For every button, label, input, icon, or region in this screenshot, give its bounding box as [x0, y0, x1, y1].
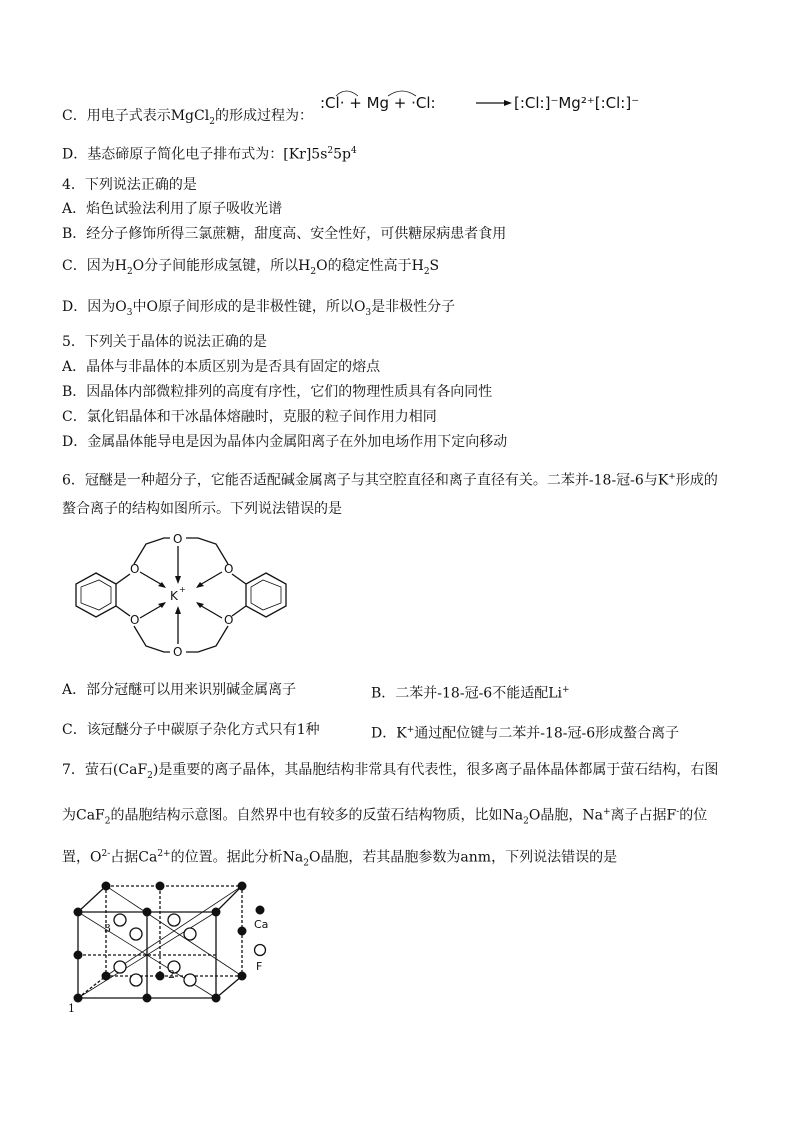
- oxygen-label: O: [173, 532, 183, 546]
- q5-option-a: A．晶体与非晶体的本质区别为是否具有固定的熔点: [62, 359, 381, 375]
- oxygen-label: O: [224, 613, 234, 627]
- legend-ca-marker: [256, 906, 265, 915]
- legend-f-label: F: [256, 960, 263, 973]
- q4-option-a: A．焰色试验法利用了原子吸收光谱: [62, 201, 283, 217]
- oxygen-label: O: [224, 562, 234, 576]
- oxygen-label: O: [130, 613, 140, 627]
- q7-stem-line3: 置，$O^{2-}$占据$Ca^{2+}$的位置。据此分析$Na_2O$晶胞，若其晶胞参数为anm，下列说法错误的是: [62, 849, 618, 869]
- left-benzene-ring: [76, 573, 116, 617]
- crown-ether-k-complex-figure: [66, 528, 296, 660]
- q7-stem-line1: 7．萤石(CaF$_2$)是重要的离子晶体，其晶胞结构非常具有代表性，很多离子晶体晶体都属于萤石结构，右图: [62, 762, 719, 781]
- q4-option-c: C．因为$H_2O$分子间能形成氢键，所以$H_2O$的稳定性高于$H_2S$: [62, 258, 440, 277]
- position-label-2: 2: [168, 968, 175, 981]
- oxygen-label: O: [173, 645, 183, 659]
- caf2-unit-cell-figure: [66, 874, 286, 1022]
- q6-stem-line2: 螯合离子的结构如图所示。下列说法错误的是: [62, 501, 342, 517]
- q6-option-a: A．部分冠醚可以用来识别碱金属离子: [62, 682, 297, 698]
- q5-stem: 5．下列关于晶体的说法正确的是: [62, 334, 267, 350]
- equation-left-text: :Cl· + Mg + ·Cl:: [320, 94, 436, 112]
- legend-ca-label: Ca: [254, 918, 269, 931]
- q3-option-d: D．基态碲原子简化电子排布式为：$[Kr]5s^25p^4$: [62, 146, 357, 163]
- q6-option-b: B．二苯并-18-冠-6不能适配Li+: [371, 685, 570, 702]
- q6-option-c: C．该冠醚分子中碳原子杂化方式只有1种: [62, 722, 320, 738]
- position-label-1: 1: [68, 1002, 75, 1015]
- potassium-charge: +: [179, 585, 186, 594]
- q4-stem: 4．下列说法正确的是: [62, 177, 197, 193]
- q4-option-b: B．经分子修饰所得三氯蔗糖，甜度高、安全性好，可供糖尿病患者食用: [62, 226, 507, 242]
- equation-arrowhead: [504, 100, 512, 106]
- mgcl2-formation-equation: [318, 86, 648, 122]
- q6-option-d: D．K+通过配位键与二苯并-18-冠-6形成螯合离子: [371, 725, 680, 742]
- right-benzene-ring: [246, 573, 286, 617]
- oxygen-label: O: [130, 562, 140, 576]
- q7-stem-line2: 为CaF$_2$的晶胞结构示意图。自然界中也有较多的反萤石结构物质，比如$Na_2O$晶胞，Na+离子占据F-的位: [62, 807, 708, 827]
- q4-option-d: D．因为$O_3$中O原子间形成的是非极性键，所以$O_3$是非极性分子: [62, 299, 456, 318]
- q5-option-b: B．因晶体内部微粒排列的高度有序性，它们的物理性质具有各向同性: [62, 384, 493, 400]
- equation-right-text: [:Cl:]⁻Mg²⁺[:Cl:]⁻: [514, 94, 640, 112]
- position-label-3: 3: [104, 922, 111, 935]
- unit-cell-edges: [78, 886, 242, 998]
- q3-option-c: C．用电子式表示MgCl$_2$的形成过程为：: [62, 108, 313, 127]
- q5-option-d: D．金属晶体能导电是因为晶体内金属阳离子在外加电场作用下定向移动: [62, 434, 508, 450]
- q5-option-c: C．氯化铝晶体和干冰晶体熔融时，克服的粒子间作用力相同: [62, 409, 437, 425]
- q6-stem-line1: 6．冠醚是一种超分子，它能否适配碱金属离子与其空腔直径和离子直径有关。二苯并-18-冠-6与K+形成的: [62, 472, 718, 489]
- potassium-label: K: [170, 589, 178, 603]
- legend-f-marker: [255, 945, 266, 956]
